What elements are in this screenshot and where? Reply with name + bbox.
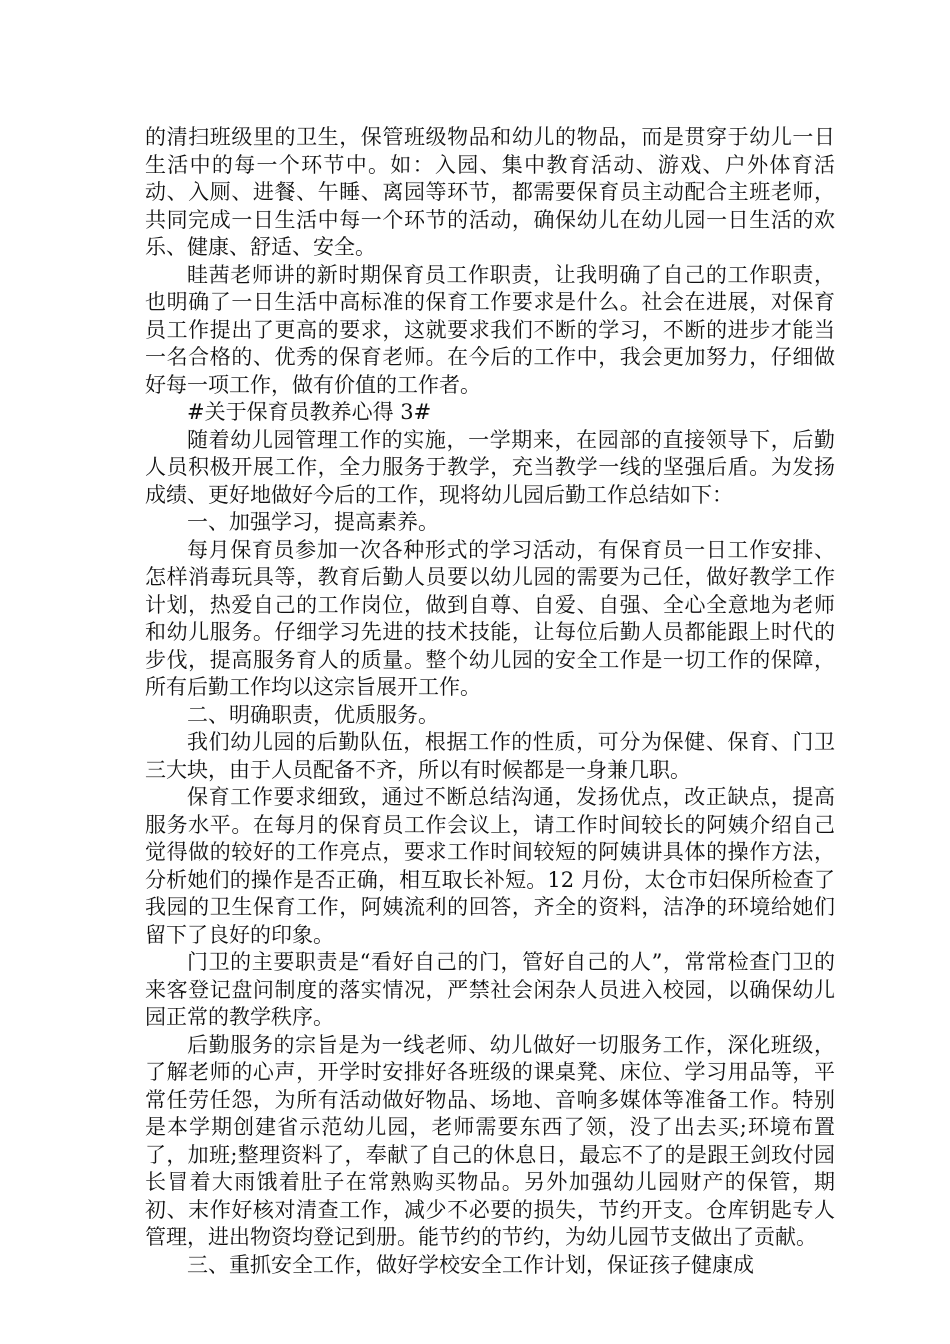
paragraph: 后勤服务的宗旨是为一线老师、幼儿做好一切服务工作，深化班级，了解老师的心声，开学时安排好各班级的课桌凳、床位、学习用品等，平常任劳任怨，为所有活动做好物品、场地、音响多媒体等准备工作。特别是本学期创建省示范幼儿园，老师需要东西了领，没了出去买;环境布置了，加班;整理资料了，奉献了自己的休息日，最忘不了的是跟王剑玫付园长冒着大雨饿着肚子在常熟购买物品。另外加强幼儿园财产的保管，期初、末作好核对清查工作，减少不必要的损失，节约开支。仓库钥匙专人管理，进出物资均登记到册。能节约的节约，为幼儿园节支做出了贡献。 xyxy=(145,1032,835,1249)
paragraph: 保育工作要求细致，通过不断总结沟通，发扬优点，改正缺点，提高服务水平。在每月的保育员工作会议上，请工作时间较长的阿姨介绍自己觉得做的较好的工作亮点，要求工作时间较短的阿姨讲具体的操作方法，分析她们的操作是否正确，相互取长补短。12 月份，太仓市妇保所检查了我园的卫生保育工作，阿姨流利的回答，齐全的资料，洁净的环境给她们留下了良好的印象。 xyxy=(145,785,835,947)
paragraph: 随着幼儿园管理工作的实施，一学期来，在园部的直接领导下，后勤人员积极开展工作，全力服务于教学，充当教学一线的坚强后盾。为发扬成绩、更好地做好今后的工作，现将幼儿园后勤工作总结如下： xyxy=(145,427,835,507)
paragraph: 门卫的主要职责是“看好自己的门，管好自己的人”，常常检查门卫的来客登记盘问制度的落实情况，严禁社会闲杂人员进入校园，以确保幼儿园正常的教学秩序。 xyxy=(145,950,835,1029)
section-heading: 二、明确职责，优质服务。 xyxy=(187,702,439,727)
paragraph: 眭茜老师讲的新时期保育员工作职责，让我明确了自己的工作职责，也明确了一日生活中高标准的保育工作要求是什么。社会在进展，对保育员工作提出了更高的要求，这就要求我们不断的学习，不断的进步才能当一名合格的、优秀的保育老师。在今后的工作中，我会更加努力，仔细做好每一项工作，做有价值的工作者。 xyxy=(145,262,835,397)
section-heading: 三、重抓安全工作，做好学校安全工作计划，保证孩子健康成 xyxy=(187,1252,754,1277)
paragraph: 每月保育员参加一次各种形式的学习活动，有保育员一日工作安排、怎样消毒玩具等，教育后勤人员要以幼儿园的需要为己任，做好教学工作计划，热爱自己的工作岗位，做到自尊、自爱、自强、全心全意地为老师和幼儿服务。仔细学习先进的技术技能，让每位后勤人员都能跟上时代的步伐，提高服务育人的质量。整个幼儿园的安全工作是一切工作的保障，所有后勤工作均以这宗旨展开工作。 xyxy=(145,537,835,699)
section-heading: 一、加强学习，提高素养。 xyxy=(187,510,439,534)
paragraph: 的清扫班级里的卫生，保管班级物品和幼儿的物品，而是贯穿于幼儿一日生活中的每一个环节中。如：入园、集中教育活动、游戏、户外体育活动、入厕、进餐、午睡、离园等环节，都需要保育员主动配合主班老师，共同完成一日生活中每一个环节的活动，确保幼儿在幼儿园一日生活的欢乐、健康、舒适、安全。 xyxy=(145,125,835,259)
paragraph: 我们幼儿园的后勤队伍，根据工作的性质，可分为保健、保育、门卫三大块，由于人员配备不齐，所以有时候都是一身兼几职。 xyxy=(145,730,835,782)
section-heading: #关于保育员教养心得 3# xyxy=(187,400,432,424)
document-body xyxy=(145,124,835,1279)
